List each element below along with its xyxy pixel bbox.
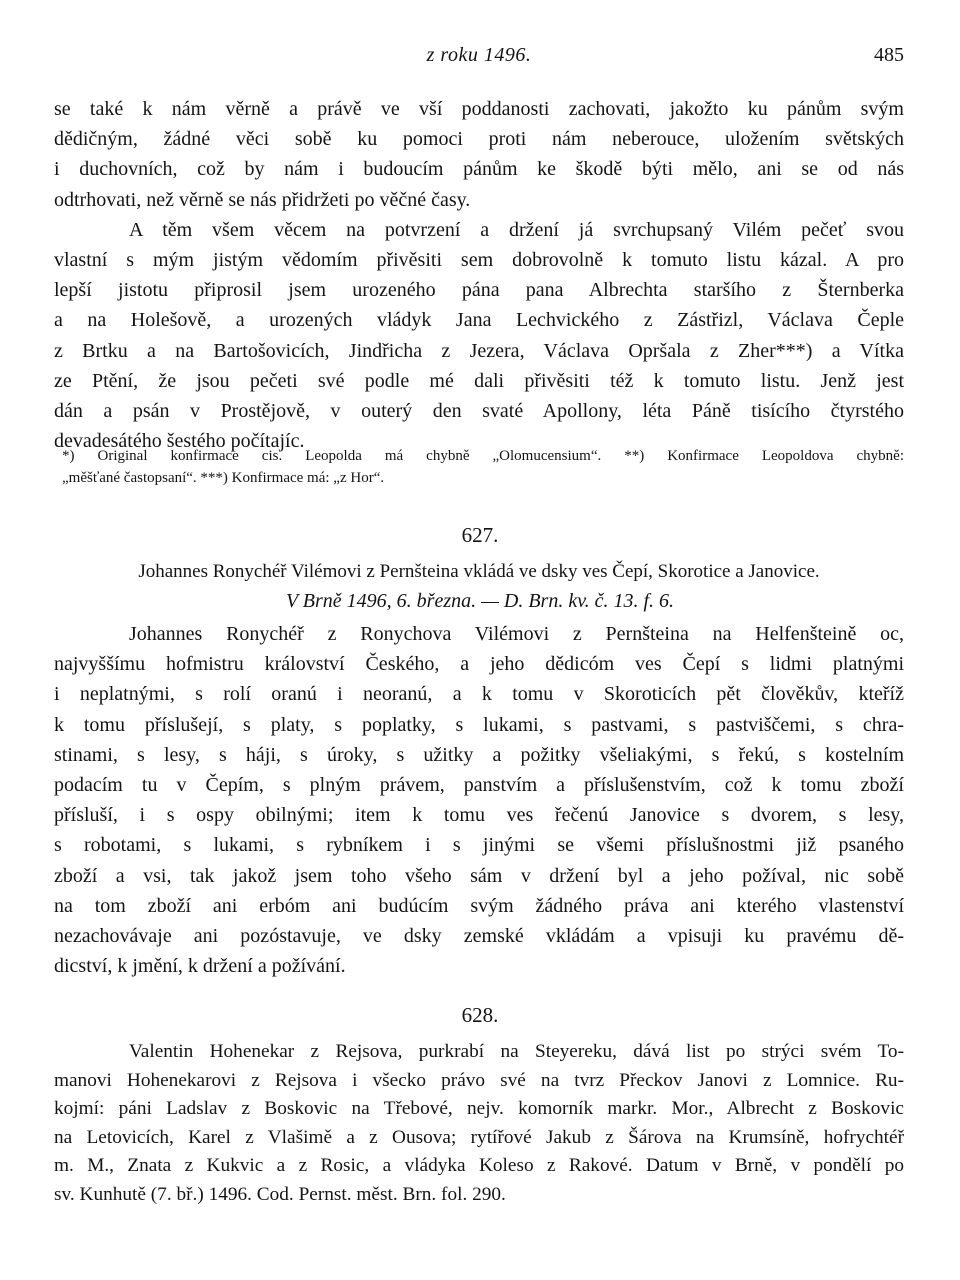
- text-line: s robotami, s lukami, s rybníkem i s jinými se všemi příslušnostmi již psaného: [54, 834, 904, 857]
- document-number-628: 628.: [461, 1003, 499, 1027]
- text-line: manovi Hohenekarovi z Rejsova i všecko právo své na tvrz Přeckov Janovi z Lomnice. Ru-: [54, 1069, 904, 1091]
- document-dateline-627: V Brně 1496, 6. března. — D. Brn. kv. č. 13. f. 6.: [285, 590, 675, 612]
- footnotes: [62, 445, 904, 489]
- text-line: dicství, k jmění, k držení a požívání.: [54, 955, 346, 978]
- text-line: přísluší, i s ospy obilnými; item k tomu ves řečenú Janovice s dvorem, s lesy,: [54, 804, 904, 827]
- text-line: na Letovicích, Karel z Vlašimě a z Ousova; rytířové Jakub z Šárova na Krumsíně, hofrychtéř: [54, 1126, 904, 1148]
- text-line: A těm všem věcem na potvrzení a držení já svrchupsaný Vilém pečeť svou: [129, 218, 904, 241]
- text-line: ze Ptění, že jsou pečeti své podle mé dali přivěsiti též k tomuto listu. Jenž jest: [54, 369, 904, 392]
- text-line: k tomu příslušejí, s platy, s poplatky, s lukami, s pastvami, s pastviščemi, s chra-: [54, 713, 904, 736]
- text-line: lepší jistotu připrosil jsem urozeného pána pana Albrechta staršího z Šternberka: [54, 279, 904, 302]
- footnote-line: *) Original konfirmace cis. Leopolda má chybně „Olomucensium“. **) Konfirmace Leopoldova chybně:: [62, 448, 904, 464]
- page-header: [54, 44, 904, 74]
- text-line: nezachovávaje ani pozóstavuje, ve dsky zemské vkládám a vpisuji ku pravému dě-: [54, 925, 904, 948]
- text-line: kojmí: páni Ladslav z Boskovic na Třebové, nejv. komorník markr. Mor., Albrecht z Boskovic: [54, 1098, 904, 1119]
- text-line: sv. Kunhutě (7. bř.) 1496. Cod. Pernst. měst. Brn. fol. 290.: [54, 1183, 506, 1205]
- text-line: odtrhovati, než věrně se nás přidržeti po věčné časy.: [54, 188, 471, 211]
- text-line: i duchovních, což by nám i budoucím pánům ke škodě býti mělo, ani se od nás: [54, 158, 904, 181]
- text-line: devadesátého šestého počítajíc.: [54, 430, 305, 453]
- text-line: dědičným, žádné věci sobě ku pomoci proti nám neberouce, uložením světských: [54, 128, 904, 151]
- text-line: dán a psán v Prostějově, v outerý den svaté Apollony, léta Páně tisícího čtyrstého: [54, 400, 904, 423]
- page-number: 485: [874, 44, 904, 66]
- document-number-627: 627.: [461, 523, 499, 547]
- text-line: Johannes Ronychéř z Ronychova Vilémovi z Pernšteina na Helfenšteině oc,: [129, 623, 904, 645]
- running-head: z roku 1496.: [426, 44, 532, 66]
- text-line: stinami, s lesy, s háji, s úroky, s užitky a požitky všeliakými, s řekú, s kostelním: [54, 743, 904, 766]
- footnote-line: „měšťané častopsaní“. ***) Konfirmace má: „z Hor“.: [62, 470, 385, 486]
- text-line: m. M., Znata z Kukvic a z Rosic, a vládyka Koleso z Rakové. Datum v Brně, v pondělí po: [54, 1155, 904, 1176]
- continuation-text: [54, 94, 904, 456]
- text-line: se také k nám věrně a právě ve vší poddanosti zachovati, jakožto ku pánům svým: [54, 98, 904, 120]
- document-regest-628: [54, 1038, 904, 1209]
- text-line: vlastní s mým jistým vědomím přivěsiti sem dobrovolně k tomuto listu kázal. A pro: [54, 249, 904, 272]
- text-line: Valentin Hohenekar z Rejsova, purkrabí na Steyereku, dává list po strýci svém To-: [129, 1041, 904, 1062]
- document-text-627: [54, 619, 904, 981]
- text-line: a na Holešově, a urozených vládyk Jana Lechvického z Zástřizl, Václava Čeple: [54, 309, 904, 332]
- text-line: zboží a vsi, tak jakož jsem toho všeho sám v držení byl a jeho požíval, nic sobě: [54, 864, 904, 887]
- text-line: z Brtku a na Bartošovicích, Jindřicha z Jezera, Václava Opršala z Zher***) a Vítka: [54, 339, 904, 362]
- text-line: podacím tu v Čepím, s plným právem, panstvím a příslušenstvím, což k tomu zboží: [54, 774, 904, 797]
- text-line: najvyššímu hofmistru království Českého, a jeho dědicóm ves Čepí s lidmi platnými: [54, 653, 904, 676]
- text-line: i neplatnými, s rolí oranú i neoranú, a k tomu v Skoroticích pět člověkův, kteříž: [54, 683, 904, 706]
- document-summary-627: Johannes Ronychéř Vilémovi z Pernšteina vkládá ve dsky ves Čepí, Skorotice a Janovice.: [138, 561, 820, 582]
- text-line: na tom zboží ani erbóm ani budúcím svým žádného práva ani kterého vlastenství: [54, 894, 904, 917]
